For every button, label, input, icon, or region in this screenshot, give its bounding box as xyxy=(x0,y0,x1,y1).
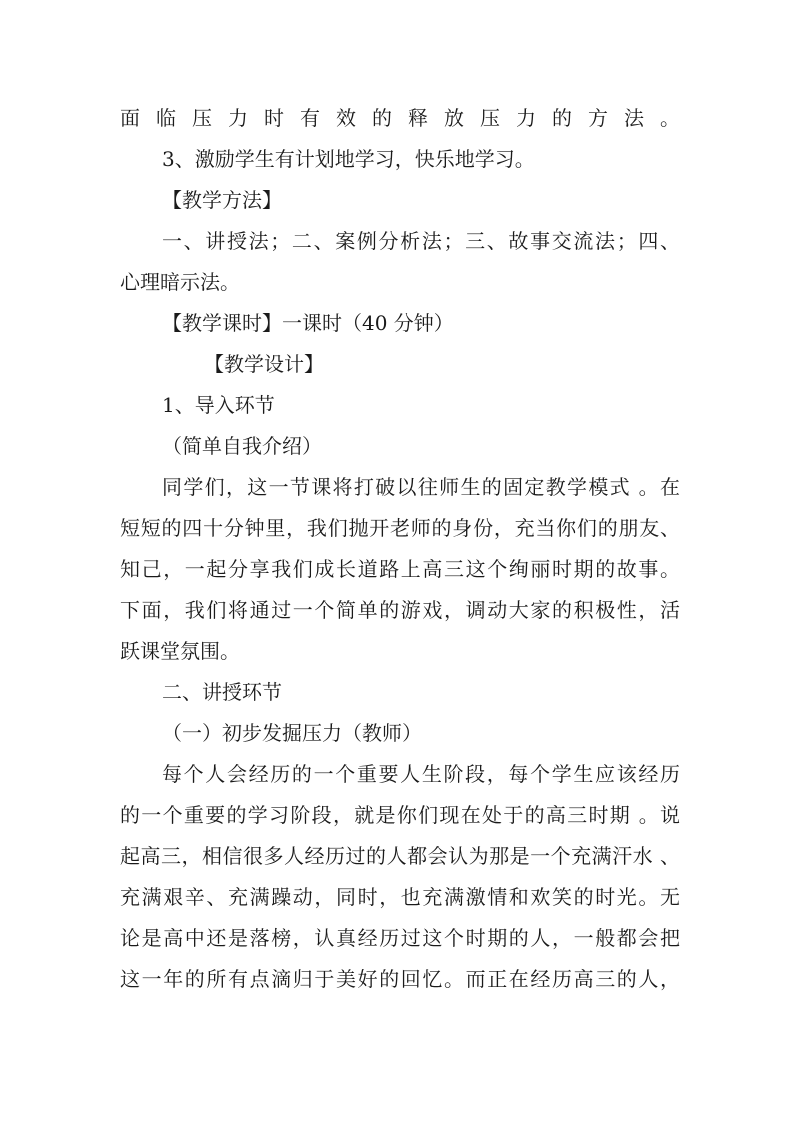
section-heading-teaching-methods: 【教学方法】 xyxy=(162,188,282,212)
paragraph-line: 每个人会经历的一个重要人生阶段，每个学生应该经历 xyxy=(162,762,680,786)
paragraph-line: 充满艰辛、充满躁动，同时，也充满激情和欢笑的时光。无 xyxy=(120,885,680,909)
paragraph-line: 短短的四十分钟里，我们抛开老师的身份，充当你们的朋友、 xyxy=(120,516,680,540)
objective-item-3: 3、激励学生有计划地学习，快乐地学习。 xyxy=(162,147,535,171)
paragraph-line: 这一年的所有点滴归于美好的回忆。而正在经历高三的人， xyxy=(120,967,680,991)
paragraph-line: 同学们，这一节课将打破以往师生的固定教学模式 。在 xyxy=(162,475,680,499)
subsection-heading-lecture: 二、讲授环节 xyxy=(162,680,282,704)
subsection-heading-pressure: （一）初步发掘压力（教师） xyxy=(162,721,422,745)
paragraph-line: 跃课堂氛围。 xyxy=(120,639,240,663)
document-body xyxy=(120,98,680,1000)
paragraph-line: 心理暗示法。 xyxy=(120,270,240,294)
paragraph-line: 下面，我们将通过一个简单的游戏，调动大家的积极性，活 xyxy=(120,598,680,622)
paragraph-line: 的一个重要的学习阶段，就是你们现在处于的高三时期 。说 xyxy=(120,803,680,827)
paragraph-line: 面临压力时有效的释放压力的方法。 xyxy=(120,106,680,130)
paragraph-line: 起高三，相信很多人经历过的人都会认为那是一个充满汗水 、 xyxy=(120,844,680,868)
paragraph-line: 知己，一起分享我们成长道路上高三这个绚丽时期的故事。 xyxy=(120,557,680,581)
paragraph-line: （简单自我介绍） xyxy=(162,434,322,458)
section-heading-teaching-design: 【教学设计】 xyxy=(204,352,324,376)
paragraph-line: 论是高中还是落榜，认真经历过这个时期的人，一般都会把 xyxy=(120,926,680,950)
section-heading-class-hours: 【教学课时】一课时（40 分钟） xyxy=(162,311,454,335)
subsection-heading-intro: 1、导入环节 xyxy=(162,393,275,417)
paragraph-line: 一、讲授法；二、案例分析法；三、故事交流法；四、 xyxy=(162,229,680,253)
